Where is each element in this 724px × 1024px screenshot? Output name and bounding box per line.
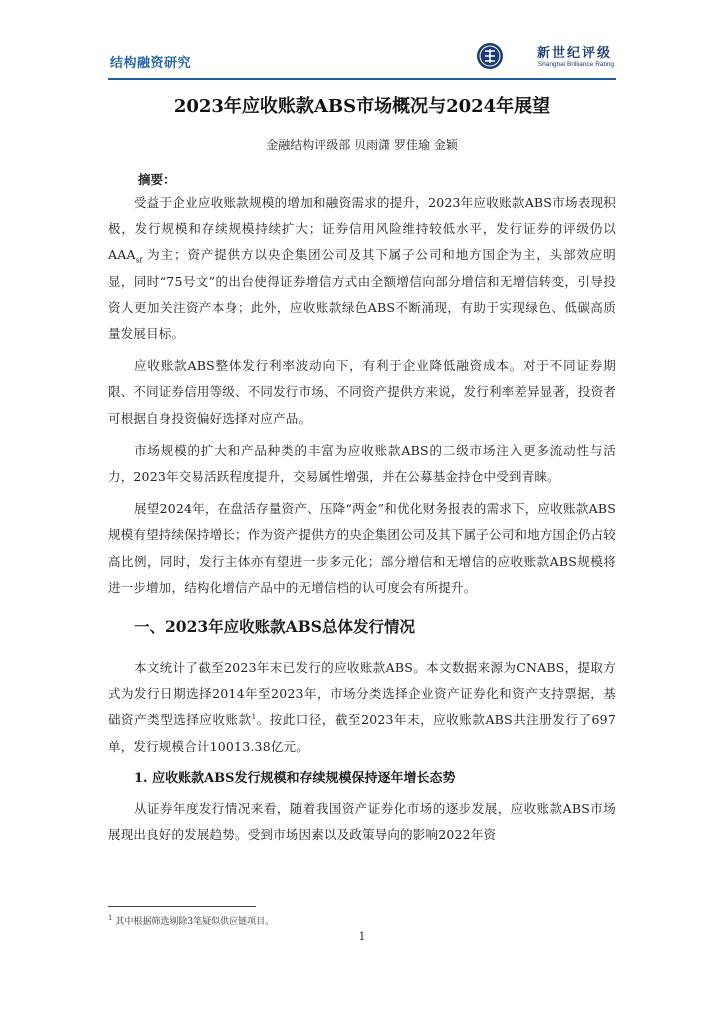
page-number: 1 <box>358 930 366 943</box>
header-divider <box>108 78 616 80</box>
subsection-1-heading: 1. 应收账款ABS发行规模和存续规模保持逐年增长态势 <box>134 770 456 786</box>
rating-main: AAA <box>108 247 136 263</box>
abstract-paragraph-1 <box>108 190 616 347</box>
page-header <box>108 40 616 76</box>
brand-name-en: Shanghai Brilliance Rating <box>537 61 614 68</box>
document-body <box>108 92 616 848</box>
rating-label <box>108 247 143 265</box>
section-1-text-b: 。按此口径，截至2023年末，应收账款ABS共注册发行了697单，发行规模合计10013.38亿元。 <box>108 712 616 754</box>
brand-name-cn: 新世纪评级 <box>536 46 612 61</box>
abstract-paragraph-3: 市场规模的扩大和产品种类的丰富为应收账款ABS的二级市场注入更多流动性与活力，2023年交易活跃程度提升，交易属性增强，并在公募基金持仓中受到青睐。 <box>108 442 616 485</box>
section-1-paragraph <box>108 655 616 760</box>
footnote-divider <box>108 906 256 907</box>
abstract-paragraph-2: 应收账款ABS整体发行利率波动向下，有利于企业降低融资成本。对于不同证券期限、不同证券信用等级、不同发行市场、不同资产提供方来说，发行利率差异显著，投资者可根据自身投资偏好选择对应产品。 <box>108 358 617 426</box>
header-section-title: 结构融资研究 <box>110 56 192 71</box>
footnote-number: 1 <box>108 914 113 922</box>
footnote-text: 其中根据筛选剔除3笔疑似供应链项目。 <box>115 917 275 927</box>
abstract-label: 摘要： <box>138 172 176 187</box>
footnote-reference[interactable]: 1 <box>251 713 257 722</box>
rating-sub: sf <box>135 256 143 265</box>
section-1-text-a: 本文统计了截至2023年末已发行的应收账款ABS。本文数据来源为CNABS，提取方式为发行日期选择2014年至2023年，市场分类选择企业资产证券化和资产支持票据，基础资产类型选择应收账款 <box>108 660 616 728</box>
subsection-1-paragraph: 从证券年度发行情况来看，随着我国资产证券化市场的逐步发展，应收账款ABS市场展现出良好的发展趋势。受到市场因素以及政策导向的影响2022年资 <box>108 800 616 843</box>
section-1-heading: 一、2023年应收账款ABS总体发行情况 <box>134 617 415 637</box>
brand-logo-icon <box>476 42 504 70</box>
footnote <box>108 914 274 927</box>
brand-block <box>466 40 616 74</box>
abstract-paragraph-4: 展望2024年，在盘活存量资产、压降“两金”和优化财务报表的需求下，应收账款ABS规模有望持续保持增长；作为资产提供方的央企集团公司及其下属子公司和地方国企仍占较高比例，同时，发行主体亦有望进一步多元化；部分增信和无增信的应收账款ABS规模将进一步增加，结构化增信产品中的无增信档的认可度会有所提升。 <box>108 501 617 595</box>
abstract-text-1a: 受益于企业应收账款规模的增加和融资需求的提升，2023年应收账款ABS市场表现积极，发行规模和存续规模持续扩大；证券信用风险维持较低水平，发行证券的评级仍以 <box>108 195 616 237</box>
document-authors: 金融结构评级部 贝雨潇 罗佳瑜 金颖 <box>266 138 458 152</box>
document-title: 2023年应收账款ABS市场概况与2024年展望 <box>173 96 551 117</box>
abstract-text-1b: 为主；资产提供方以央企集团公司及其下属子公司和地方国企为主，头部效应明显，同时“75号文”的出台使得证券增信方式由全额增信向部分增信和无增信转变，引导投资人更加关注资产本身；此外，应收账款绿色ABS不断涌现，有助于实现绿色、低碳高质量发展目标。 <box>108 247 616 342</box>
